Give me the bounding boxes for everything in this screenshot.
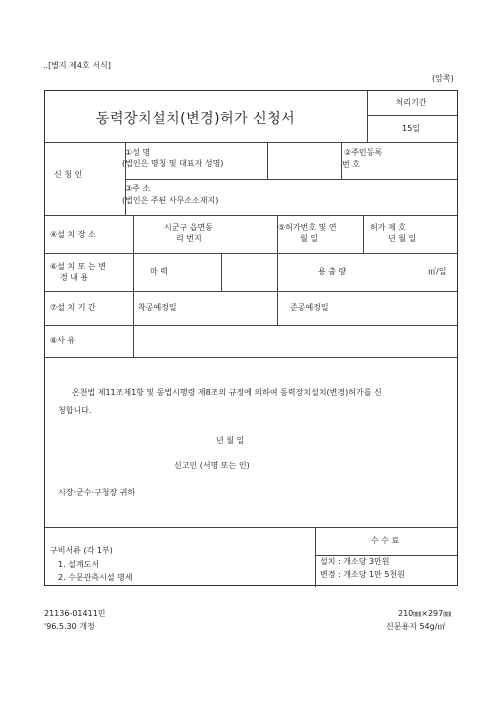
period-label: ⑦설 치 기 간 bbox=[50, 303, 96, 312]
attachment-item: 1. 설계도서 bbox=[58, 560, 100, 569]
name-sublabel: (법인은 명칭 및 대표자 성명) bbox=[122, 159, 224, 168]
processing-period-value: 15일 bbox=[402, 124, 420, 133]
application-text-line1: 온천법 제11조제1항 및 동법시행령 제8조의 규정에 의하여 동력장치설치(변경)허가를 신 bbox=[72, 388, 382, 397]
address-label: ③주 소 bbox=[125, 184, 151, 193]
end-date-label: 준공예정일 bbox=[290, 303, 329, 312]
permit-number-value: 허가 제 호 bbox=[370, 223, 406, 232]
permit-number-label: ⑤허가번호 및 연 bbox=[278, 223, 337, 232]
addressee: 시장·군수·구청장 귀하 bbox=[58, 488, 136, 497]
name-label: ①성 명 bbox=[125, 148, 151, 157]
registration-label: ②주민등록 bbox=[344, 148, 383, 157]
attachments-title: 구비서류 (각 1부) bbox=[50, 546, 113, 555]
applicant-section-label: 신 청 인 bbox=[54, 170, 83, 179]
location-address-line1: 시군구 읍면동 bbox=[164, 223, 213, 232]
application-form bbox=[44, 90, 458, 586]
form-title: 동력장치설치(변경)허가 신청서 bbox=[96, 111, 296, 127]
application-text-line2: 청합니다. bbox=[58, 406, 92, 415]
fee-change: 변경 : 개소당 1만 5천원 bbox=[320, 570, 405, 579]
revision-date: '96.5.30 개정 bbox=[44, 622, 95, 631]
application-date: 년 월 일 bbox=[216, 436, 245, 445]
fee-install: 설치 : 개소당 3만원 bbox=[320, 557, 390, 566]
paper-size: 210㎜×297㎜ bbox=[398, 609, 452, 618]
fee-title: 수 수 료 bbox=[370, 536, 400, 545]
content-label-2: 경 내 용 bbox=[60, 273, 89, 282]
paper-type: 신문용지 54g/㎡ bbox=[386, 622, 446, 631]
flow-label: 용 출 량 bbox=[318, 267, 347, 276]
permit-date-value: 년 월 일 bbox=[388, 234, 417, 243]
page-side-label: (앞쪽) bbox=[432, 74, 454, 83]
registration-label-2: 번 호 bbox=[342, 160, 360, 169]
location-address-line2: 리 번지 bbox=[176, 234, 202, 243]
reason-label: ⑧사 유 bbox=[50, 336, 76, 345]
form-code: 21136-01411민 bbox=[44, 609, 106, 618]
permit-date-label: 월 일 bbox=[300, 234, 318, 243]
address-sublabel: (법인은 주된 사무소소재지) bbox=[122, 196, 219, 205]
attachment-item: 2. 수문관측시설 명세 bbox=[58, 573, 133, 582]
horsepower-label: 마 력 bbox=[150, 267, 168, 276]
flow-unit: ㎥/일 bbox=[428, 267, 447, 276]
form-reference: ..[별지 제4호 서식] bbox=[43, 61, 111, 70]
content-label: ⑥설 치 또 는 변 bbox=[50, 262, 106, 271]
processing-period-label: 처리기간 bbox=[395, 98, 427, 107]
location-label: ④설 치 장 소 bbox=[50, 230, 96, 239]
applicant-signature: 신고인 (서명 또는 인) bbox=[174, 461, 250, 470]
start-date-label: 착공예정일 bbox=[138, 303, 177, 312]
